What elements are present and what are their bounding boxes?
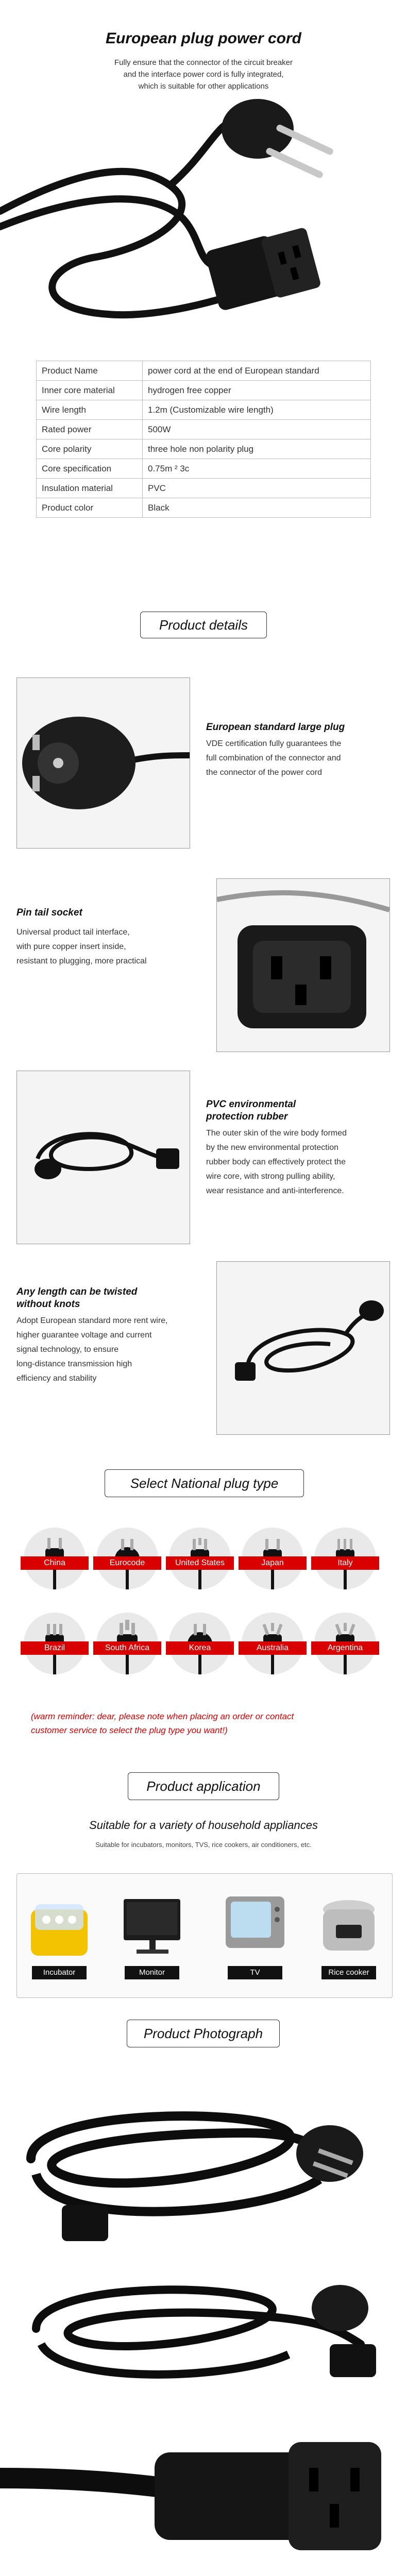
plug-type-eurocode[interactable] xyxy=(96,1528,158,1589)
feature-desc-line: full combination of the connector and xyxy=(206,754,341,762)
pvc-cord-photo xyxy=(16,1071,190,1244)
feature-desc xyxy=(206,1126,397,1198)
plug-type-argentina[interactable] xyxy=(314,1613,376,1674)
spec-value: power cord at the end of European standard xyxy=(143,361,371,381)
intro-text xyxy=(0,57,407,92)
iec-connector-icon xyxy=(205,227,321,311)
feature-title-line: Any length can be twisted xyxy=(16,1286,138,1297)
application-rice-cooker xyxy=(315,1889,382,1981)
feature-desc-line: with pure copper insert inside, xyxy=(16,942,126,951)
application-label: TV xyxy=(228,1966,282,1979)
intro-line: which is suitable for other applications xyxy=(138,82,269,91)
hero-power-cord-image xyxy=(0,93,407,335)
plug-type-china[interactable] xyxy=(24,1528,86,1589)
spec-key: Core polarity xyxy=(37,439,143,459)
table-row xyxy=(37,459,371,479)
feature-desc-line: long-distance transmission high xyxy=(16,1360,132,1368)
rice-cooker-icon xyxy=(315,1889,382,1961)
feature-title-line: PVC environmental xyxy=(206,1099,296,1110)
table-row xyxy=(37,420,371,439)
feature-desc-line: by the new environmental protection xyxy=(206,1143,339,1152)
feature-desc-line: efficiency and stability xyxy=(16,1374,97,1383)
coiled-cord-icon xyxy=(217,1262,389,1434)
plug-type-south-africa[interactable] xyxy=(96,1613,158,1674)
feature-pvc-rubber xyxy=(206,1098,397,1198)
feature-desc-line: resistant to plugging, more practical xyxy=(16,957,147,965)
order-warning xyxy=(31,1709,386,1737)
plug-label: United States xyxy=(166,1556,234,1570)
plug-type-japan[interactable] xyxy=(242,1528,303,1589)
feature-no-knots xyxy=(16,1286,212,1386)
plug-type-korea[interactable] xyxy=(169,1613,231,1674)
plug-label: Eurocode xyxy=(93,1556,161,1570)
photo-euro-plug-closeup xyxy=(0,2571,407,2576)
feature-desc-line: rubber body can effectively protect the xyxy=(206,1158,346,1166)
product-photograph-heading: Product Photograph xyxy=(127,2020,280,2047)
spec-value: 0.75m ² 3c xyxy=(143,459,371,479)
application-tv xyxy=(222,1889,289,1981)
iec-connector-icon xyxy=(330,2344,376,2377)
incubator-icon xyxy=(26,1889,93,1961)
feature-desc xyxy=(16,925,207,969)
euro-plug-icon xyxy=(222,99,334,179)
plug-label: China xyxy=(21,1556,89,1570)
spec-value: 500W xyxy=(143,420,371,439)
feature-desc-line: The outer skin of the wire body formed xyxy=(206,1129,347,1138)
application-label: Monitor xyxy=(125,1966,179,1979)
application-note: Suitable for incubators, monitors, TVS, rice cookers, air conditioners, etc. xyxy=(95,1841,312,1849)
plug-type-united-states[interactable] xyxy=(169,1528,231,1589)
spec-key: Core specification xyxy=(37,459,143,479)
twisted-cord-photo xyxy=(216,1261,390,1435)
feature-title xyxy=(16,1286,212,1311)
spec-value: three hole non polarity plug xyxy=(143,439,371,459)
plug-label: Argentina xyxy=(311,1641,379,1655)
euro-plug-icon xyxy=(17,678,190,848)
spec-value: Black xyxy=(143,498,371,518)
feature-desc-line: higher guarantee voltage and current xyxy=(16,1331,152,1340)
table-row xyxy=(37,439,371,459)
table-row xyxy=(37,498,371,518)
tail-socket-photo xyxy=(216,878,390,1052)
plug-type-brazil[interactable] xyxy=(24,1613,86,1674)
monitor-icon xyxy=(118,1889,185,1961)
feature-desc-line: wire core, with strong pulling ability, xyxy=(206,1172,335,1181)
feature-desc-line: the connector of the power cord xyxy=(206,768,323,777)
plug-label: Japan xyxy=(239,1556,307,1570)
table-row xyxy=(37,361,371,381)
feature-tail-socket xyxy=(16,907,207,969)
application-incubator xyxy=(26,1889,93,1981)
spec-table xyxy=(36,361,371,518)
iec-socket-icon xyxy=(217,879,389,1052)
photo-coiled-cord-2 xyxy=(0,2262,407,2411)
table-row xyxy=(37,381,371,400)
application-subtitle: Suitable for a variety of household appliances xyxy=(89,1819,318,1832)
feature-title: Pin tail socket xyxy=(16,907,82,918)
feature-desc xyxy=(16,1314,212,1386)
photo-coiled-cord-1 xyxy=(0,2076,407,2246)
table-row xyxy=(37,479,371,498)
spec-key: Rated power xyxy=(37,420,143,439)
iec-connector-icon xyxy=(289,2442,381,2550)
feature-desc xyxy=(206,737,392,780)
feature-desc-line: signal technology, to ensure xyxy=(16,1345,119,1354)
application-monitor xyxy=(118,1889,185,1981)
spec-key: Product color xyxy=(37,498,143,518)
plug-type-heading: Select National plug type xyxy=(105,1469,304,1497)
product-details-heading: Product details xyxy=(140,612,267,638)
iec-connector-icon xyxy=(62,2205,108,2241)
plug-label: Italy xyxy=(311,1556,379,1570)
application-label: Incubator xyxy=(32,1966,87,1979)
tv-icon xyxy=(222,1889,289,1961)
table-row xyxy=(37,400,371,420)
coiled-cord-icon xyxy=(17,1071,190,1244)
euro-plug-icon xyxy=(312,2285,368,2331)
plug-label: Korea xyxy=(166,1641,234,1655)
spec-value: PVC xyxy=(143,479,371,498)
spec-key: Product Name xyxy=(37,361,143,381)
photo-iec-connector-closeup xyxy=(0,2421,407,2566)
intro-line: Fully ensure that the connector of the circuit breaker xyxy=(114,58,293,67)
spec-value: hydrogen free copper xyxy=(143,381,371,400)
plug-label: Brazil xyxy=(21,1641,89,1655)
feature-desc-line: Adopt European standard more rent wire, xyxy=(16,1316,168,1325)
intro-line: and the interface power cord is fully integrated, xyxy=(123,70,284,79)
spec-key: Wire length xyxy=(37,400,143,420)
spec-key: Inner core material xyxy=(37,381,143,400)
feature-large-plug xyxy=(206,721,392,780)
application-label: Rice cooker xyxy=(321,1966,376,1979)
plug-type-australia[interactable] xyxy=(242,1613,303,1674)
page-title: European plug power cord xyxy=(105,30,302,47)
large-plug-photo xyxy=(16,677,190,849)
feature-desc-line: Universal product tail interface, xyxy=(16,928,130,937)
order-warning-line: customer service to select the plug type you want!) xyxy=(31,1725,228,1735)
feature-desc-line: wear resistance and anti-interference. xyxy=(206,1187,344,1195)
order-warning-line: (warm reminder: dear, please note when placing an order or contact xyxy=(31,1711,294,1721)
product-application-heading: Product application xyxy=(128,1772,279,1800)
feature-title: European standard large plug xyxy=(206,722,345,733)
spec-value: 1.2m (Customizable wire length) xyxy=(143,400,371,420)
plug-label: Australia xyxy=(239,1641,307,1655)
feature-title-line: protection rubber xyxy=(206,1111,288,1122)
spec-key: Insulation material xyxy=(37,479,143,498)
feature-desc-line: VDE certification fully guarantees the xyxy=(206,739,342,748)
feature-title-line: without knots xyxy=(16,1299,80,1310)
feature-title xyxy=(206,1098,397,1123)
plug-label: South Africa xyxy=(93,1641,161,1655)
plug-type-italy[interactable] xyxy=(314,1528,376,1589)
